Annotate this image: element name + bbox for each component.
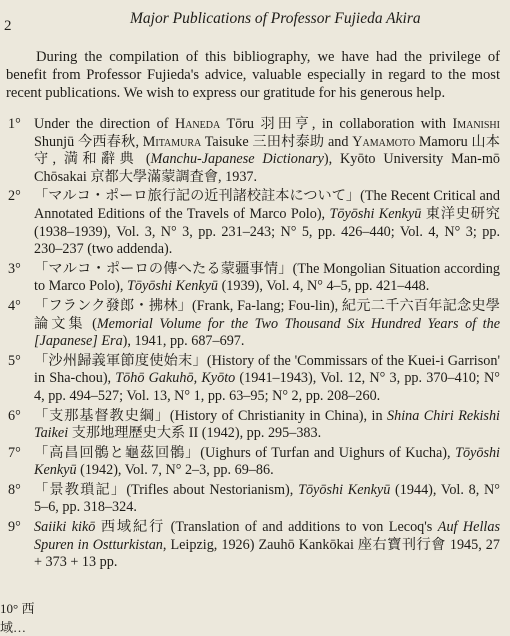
- entry-number: 5°: [8, 352, 21, 369]
- bibliography-entry-2: 2° 「マルコ・ポーロ旅行記の近刊諸校註本について」(The Recent Critical and Annotated Editions of the Travels of Marco Polo), Tōyōshi Kenkyū 東洋史研究 (1938–1939), Vol. 3, N° 3, pp. 231–243; N° 5, pp. 426–440; Vol. 4, N° 3; pp. 230–237 (two addenda).: [8, 188, 500, 258]
- page-number: 2: [4, 18, 12, 34]
- bibliography-list: [4, 116, 500, 572]
- bibliography-entry-6: 6° 「支那基督教史綱」(History of Christianity in China), in Shina Chiri Rekishi Taikei 支那地理歷史大系 II (1942), pp. 295–383.: [8, 407, 500, 442]
- entry-number: 8°: [8, 481, 21, 498]
- entry-number: 9°: [8, 519, 21, 536]
- preface-paragraph: During the compilation of this bibliography, we have had the privilege of benefit from Professor Fujieda's advice, valuable especially in regard to the most recent publications. We wish to express our gratitude for his generous help.: [6, 49, 500, 101]
- bibliography-entry-5: 5° 「沙州歸義軍節度使始末」(History of the 'Commissars of the Kuei-i Garrison' in Sha-chou), Tōhō Gakuhō, Kyōto (1941–1943), Vol. 12, N° 3, pp. 370–410; N° 4, pp. 494–527; Vol. 13, N° 1, pp. 63–95; N° 2, pp. 208–260.: [8, 352, 500, 404]
- bibliography-entry-3: 3° 「マルコ・ポーロの傳へたる蒙疆事情」(The Mongolian Situation according to Marco Polo), Tōyōshi Kenkyū (1939), Vol. 4, N° 4–5, pp. 421–448.: [8, 260, 500, 295]
- entry-number: 2°: [8, 188, 21, 205]
- bibliography-entry-1: 1° Under the direction of Haneda Tōru 羽田亨, in collaboration with Imanishi Shunjū 今西春秋, Mitamura Taisuke 三田村泰助 and Yamamoto Mamoru 山本守, 満和辭典 (Manchu-Japanese Dictionary), Kyōto University Man-mō Chōsakai 京都大學滿蒙調査會, 1937.: [8, 116, 500, 185]
- bibliography-entry-7: 7° 「高昌回鶻と龜茲回鶻」(Uighurs of Turfan and Uighurs of Kucha), Tōyōshi Kenkyū (1942), Vol. 7, N° 2–3, pp. 69–86.: [8, 444, 500, 479]
- running-title: Major Publications of Professor Fujieda Akira: [130, 10, 421, 27]
- bibliography-entry-8: 8° 「景教瑣記」(Trifles about Nestorianism), Tōyōshi Kenkyū (1944), Vol. 8, N° 5–6, pp. 318–324.: [8, 481, 500, 516]
- bibliography-entry-9: 9° Saiiki kikō 西域紀行 (Translation of and additions to von Lecoq's Auf Hellas Spuren in Ostturkistan, Leipzig, 1926) Zauhō Kankōkai 座右寶刊行會 1945, 27 + 373 + 13 pp.: [8, 519, 500, 571]
- bibliography-entry-4: 4° 「フランク發郎・拂林」(Frank, Fa-lang; Fou-lin), 紀元二千六百年記念史學論文集 (Memorial Volume for the Two Thousand Six Hundred Years of the [Japanese] Era), 1941, pp. 687–697.: [8, 297, 500, 350]
- entry-number: 3°: [8, 260, 21, 277]
- entry-number: 4°: [8, 297, 21, 314]
- entry-number: 6°: [8, 407, 21, 424]
- page-header: [4, 10, 500, 36]
- entry-number: 1°: [8, 116, 21, 132]
- cut-off-line: 10° 西域…: [0, 601, 35, 635]
- entry-number: 7°: [8, 444, 21, 461]
